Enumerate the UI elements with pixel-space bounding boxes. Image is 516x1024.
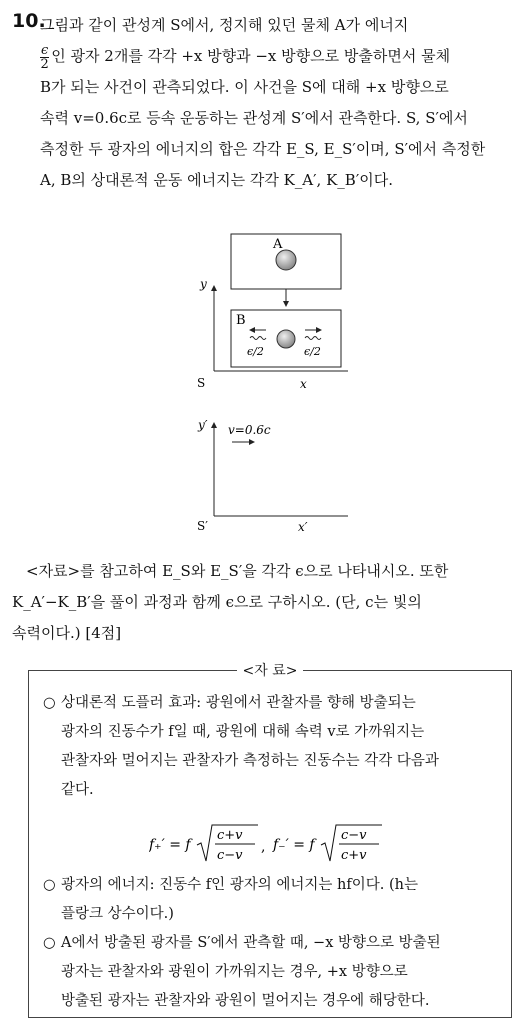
- formula-plus-lhs: f₊′ = f: [149, 837, 191, 853]
- frame-s-label: S: [197, 376, 206, 390]
- problem-10: [12, 10, 510, 196]
- axis-y-label: y: [200, 277, 207, 291]
- observation-line-2: 광자는 관찰자와 광원이 가까워지는 경우, +x 방향으로: [61, 964, 408, 980]
- observation-line-3: 방출된 광자는 관찰자와 광원이 멀어지는 경우에 해당한다.: [61, 993, 430, 1009]
- energy-line-1: 광자의 에너지: 진동수 f인 광자의 에너지는 hf이다. (h는: [61, 877, 418, 893]
- reference-item-observation: [43, 929, 499, 1016]
- formula-minus-lhs: f₋′ = f: [273, 837, 315, 853]
- question-number: 10.: [12, 10, 46, 32]
- bullet-icon: ○: [43, 935, 56, 951]
- stem-line-2: [40, 41, 510, 72]
- photon-right-wave: [305, 337, 321, 340]
- doppler-line-1: 상대론적 도플러 효과: 광원에서 관찰자를 향해 방출되는: [61, 695, 416, 711]
- stem-line-5: 측정한 두 광자의 에너지의 합은 각각 E_S, E_S′이며, S′에서 측정한: [40, 140, 486, 158]
- task-line-1: <자료>를 참고하여 E_S와 E_S′을 각각 ϵ으로 나타내시오. 또한: [26, 562, 449, 580]
- stem-line-4: 속력 v=0.6c로 등속 운동하는 관성계 S′에서 관측한다. S, S′에서: [40, 109, 468, 127]
- axis-x-prime-label: x′: [298, 520, 308, 534]
- photon-left-wave: [250, 337, 266, 340]
- label-a: A: [273, 237, 283, 252]
- fraction-numerator: ϵ: [41, 42, 49, 58]
- stem-line-3: B가 되는 사건이 관측되었다. 이 사건을 S에 대해 +x 방향으로: [40, 78, 449, 96]
- formula-plus-den: c−v: [217, 848, 243, 863]
- doppler-line-2: 광자의 진동수가 f일 때, 광원에 대해 속력 v로 가까워지는: [61, 724, 425, 740]
- object-b: [277, 330, 295, 348]
- formula-minus-den: c+v: [341, 848, 367, 863]
- question-stem: [40, 10, 510, 196]
- reference-item-energy: [43, 871, 499, 929]
- object-a: [276, 250, 296, 270]
- bullet-icon: ○: [43, 877, 56, 893]
- formula-plus-num: c+v: [217, 828, 243, 843]
- observation-line-1: A에서 방출된 광자를 S′에서 관측할 때, −x 방향으로 방출된: [61, 935, 441, 951]
- fraction-denominator: 2: [40, 56, 49, 72]
- frame-s-prime-label: S′: [197, 519, 208, 533]
- photon-right-label: ϵ/2: [304, 345, 321, 358]
- energy-fraction: [40, 44, 49, 71]
- question-task: [12, 556, 510, 649]
- doppler-line-4: 같다.: [61, 782, 94, 798]
- reference-item-doppler: [43, 689, 499, 805]
- formula-separator: ,: [261, 839, 266, 855]
- energy-line-2: 플랑크 상수이다.): [61, 906, 174, 922]
- task-line-3: 속력이다.) [4점]: [12, 624, 122, 642]
- bullet-icon: ○: [43, 695, 56, 711]
- task-line-2: K_A′−K_B′을 풀이 과정과 함께 ϵ으로 구하시오. (단, c는 빛의: [12, 593, 422, 611]
- doppler-formula: [149, 821, 409, 869]
- axis-y-prime-label: y′: [198, 418, 208, 432]
- physics-figure: [170, 226, 360, 536]
- stem-line-1: 그림과 같이 관성계 S에서, 정지해 있던 물체 A가 에너지: [40, 16, 409, 34]
- stem-line-6: A, B의 상대론적 운동 에너지는 각각 K_A′, K_B′이다.: [40, 171, 393, 189]
- axis-x-label: x: [300, 377, 307, 391]
- reference-box: [28, 663, 512, 1018]
- stem-line-2-text: 인 광자 2개를 각각 +x 방향과 −x 방향으로 방출하면서 물체: [51, 47, 451, 65]
- photon-left-label: ϵ/2: [247, 345, 264, 358]
- label-b: B: [236, 313, 246, 328]
- velocity-label: v=0.6c: [228, 423, 271, 437]
- formula-minus-num: c−v: [341, 828, 367, 843]
- reference-title-text: <자 료>: [237, 663, 304, 679]
- reference-title: [29, 660, 511, 680]
- doppler-line-3: 관찰자와 멀어지는 관찰자가 측정하는 진동수는 각각 다음과: [61, 753, 439, 769]
